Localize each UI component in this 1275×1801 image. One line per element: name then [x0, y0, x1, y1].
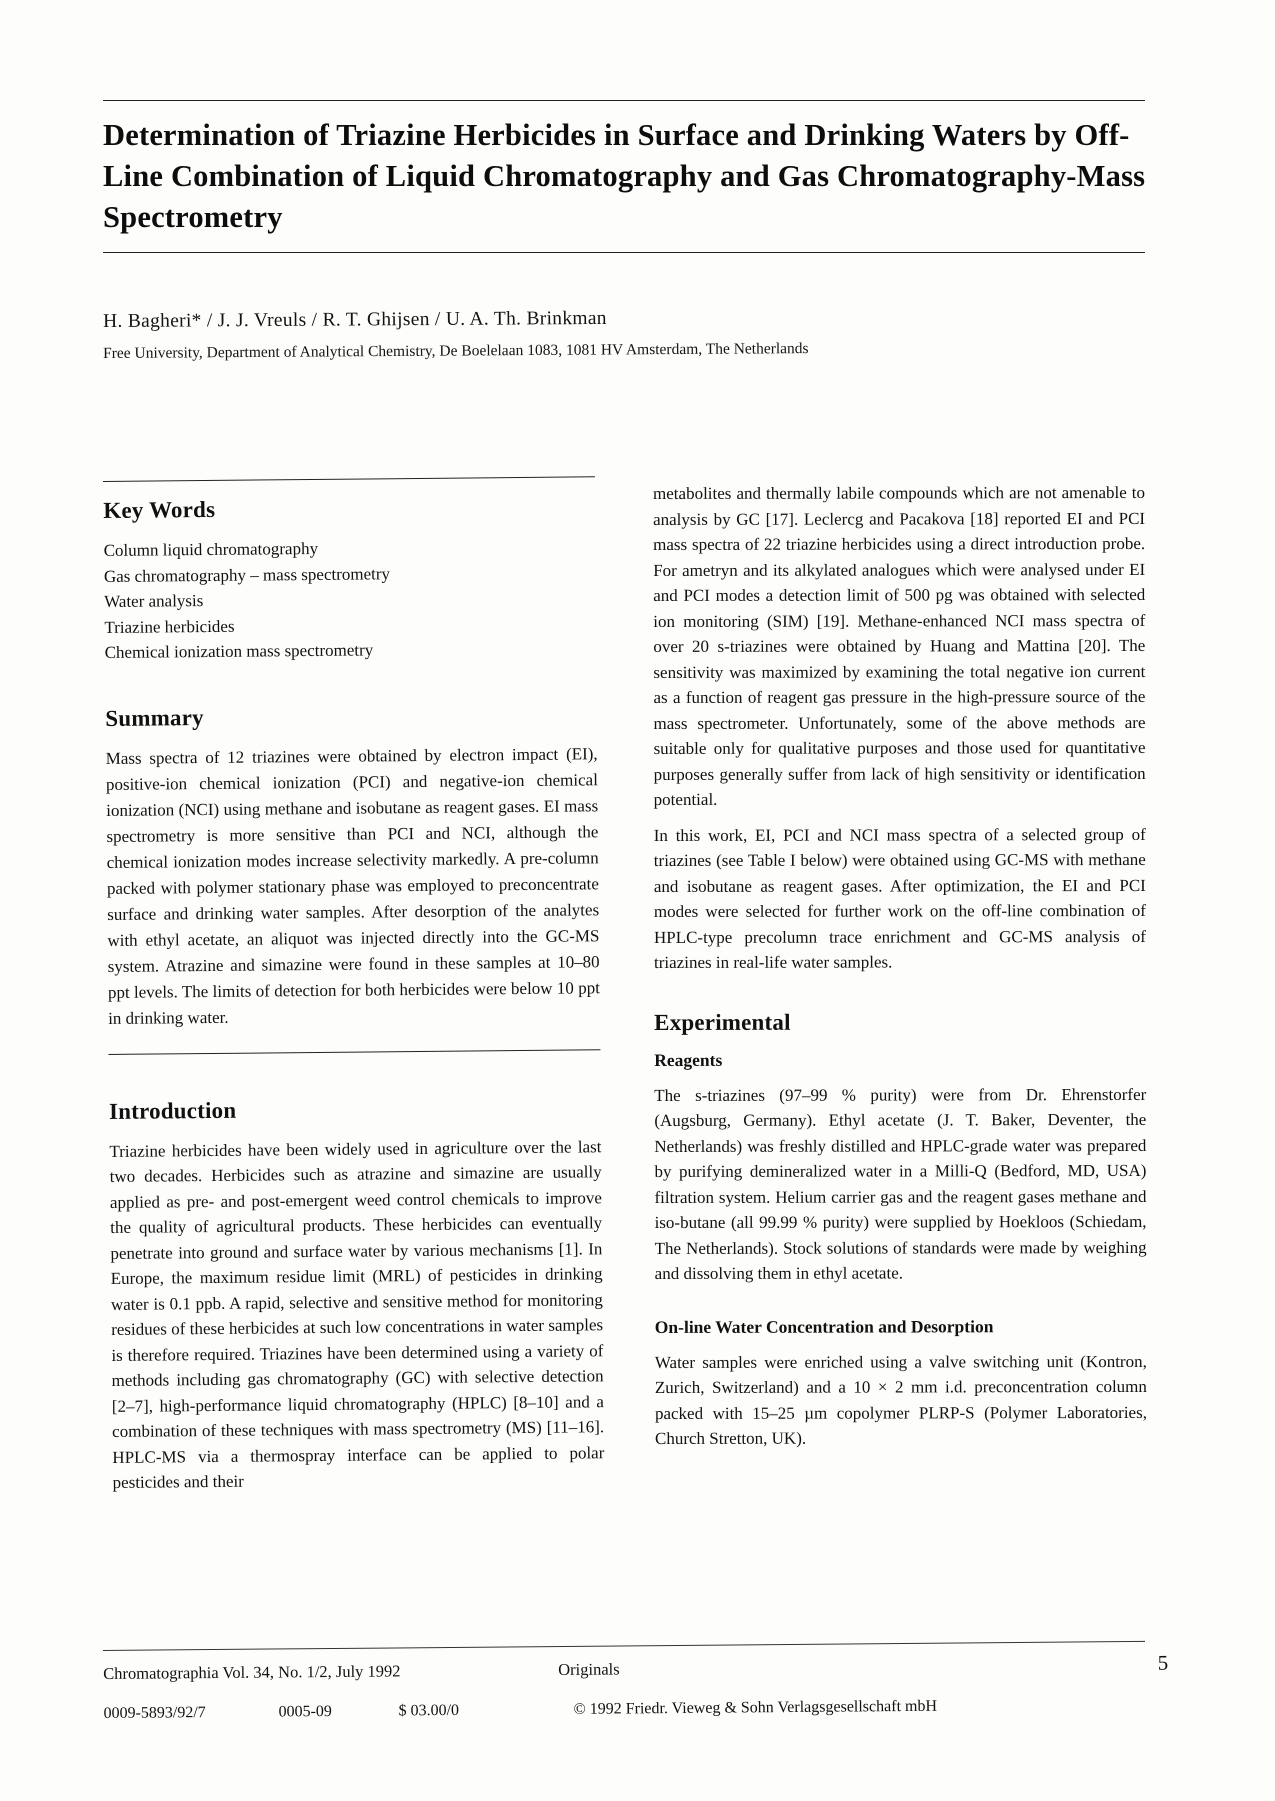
footer-divider	[103, 1641, 1145, 1651]
footer-secondary-line	[103, 1696, 1168, 1723]
header-divider-top	[103, 100, 1145, 101]
water-concentration-heading: On-line Water Concentration and Desorption	[654, 1315, 994, 1337]
keyword-item: Triazine herbicides	[104, 616, 235, 637]
experimental-heading: Experimental	[654, 1009, 791, 1035]
footer-primary-line	[103, 1651, 1168, 1685]
journal-citation: Chromatographia Vol. 34, No. 1/2, July 1992	[103, 1661, 401, 1683]
article-header	[103, 100, 1168, 1496]
copyright-notice: © 1992 Friedr. Vieweg & Sohn Verlagsgesellschaft mbH	[573, 1697, 938, 1718]
page-title: Determination of Triazine Herbicides in Surface and Drinking Waters by Off-Line Combination of Liquid Chromatography and Gas Chromatography-Mass Spectrometry	[103, 118, 1146, 234]
keyword-item: Chemical ionization mass spectrometry	[104, 640, 374, 662]
price-code: $ 03.00/0	[398, 1701, 460, 1720]
keywords-list	[104, 533, 597, 665]
page-number: 5	[1157, 1650, 1169, 1675]
body-columns	[103, 481, 1168, 1496]
article-code: 0005-09	[278, 1703, 332, 1721]
summary-text: Mass spectra of 12 triazines were obtained by electron impact (EI), positive-ion chemical ionization (PCI) and negative-ion chemical ionization (NCI) using methane and isobutane as reagent gases. EI mass spectrometry is more sensitive than PCI and NCI, although the chemical ionization modes increase selectivity markedly. A pre-column packed with polymer stationary phase was employed to preconcentrate surface and drinking water samples. After desorption of the analytes with ethyl acetate, an aliquot was injected directly into the GC-MS system. Atrazine and simazine were found in these samples at 10–80 ppt levels. The limits of detection for both herbicides were below 10 ppt in drinking water.	[105, 743, 600, 1028]
keywords-heading: Key Words	[103, 496, 216, 523]
author-list: H. Bagheri* / J. J. Vreuls / R. T. Ghijsen / U. A. Th. Brinkman	[103, 307, 607, 332]
reagents-text: The s-triazines (97–99 % purity) were from Dr. Ehrenstorfer (Augsburg, Germany). Ethyl acetate (J. T. Baker, Deventer, the Netherlands) was freshly distilled and HPLC-grade water was prepared by purifying demineralized water in a Milli-Q (Bedford, MD, USA) filtration system. Helium carrier gas and the reagent gases methane and iso-butane (all 99.99 % purity) were supplied by Hoekloos (Schiedam, The Netherlands). Stock solutions of standards were made by weighing and dissolving them in ethyl acetate.	[654, 1084, 1147, 1283]
affiliation: Free University, Department of Analytical Chemistry, De Boelelaan 1083, 1081 HV Amsterdam, The Netherlands	[103, 340, 809, 362]
section-label: Originals	[558, 1659, 620, 1680]
keyword-item: Water analysis	[104, 591, 204, 611]
summary-divider-bottom	[108, 1049, 600, 1055]
page-footer	[103, 1641, 1169, 1723]
water-concentration-text: Water samples were enriched using a valve switching unit (Kontron, Zurich, Switzerland) and a 10 × 2 mm i.d. preconcentration column packed with 15–25 µm copolymer PLRP-S (Polymer Laboratories, Church Stretton, UK).	[654, 1351, 1147, 1448]
issn-code: 0009-5893/92/7	[103, 1704, 206, 1722]
introduction-heading: Introduction	[108, 1097, 237, 1124]
summary-heading: Summary	[105, 704, 204, 731]
header-divider-bottom	[103, 252, 1145, 253]
left-column	[103, 476, 605, 1495]
right-paragraph-2: In this work, EI, PCI and NCI mass spectra of a selected group of triazines (see Table I below) were obtained using GC-MS with methane and isobutane as reagent gases. After optimization, the EI and PCI modes were selected for further work on the off-line combination of HPLC-type precolumn trace enrichment and GC-MS analysis of triazines in real-life water samples.	[653, 824, 1146, 972]
keyword-item: Gas chromatography – mass spectrometry	[103, 563, 391, 586]
reagents-heading: Reagents	[654, 1049, 723, 1070]
keywords-divider-top	[103, 476, 595, 482]
right-column	[653, 480, 1147, 1496]
introduction-paragraph: Triazine herbicides have been widely used in agriculture over the last two decades. Herbicides such as atrazine and simazine are usually applied as pre- and post-emergent weed control chemicals to improve the quality of agricultural products. These herbicides can eventually penetrate into ground and surface water by various mechanisms [1]. In Europe, the maximum residue limit (MRL) of pesticides in drinking water is 0.1 ppb. A rapid, selective and sensitive method for monitoring residues of these herbicides at such low concentrations in water samples is therefore required. Triazines have been determined using a variety of methods including gas chromatography (GC) with selective detection [2–7], high-performance liquid chromatography (HPLC) [8–10] and a combination of these techniques with mass spectrometry (MS) [11–16]. HPLC-MS via a thermospray interface can be applied to polar pesticides and their	[109, 1136, 605, 1492]
keyword-item: Column liquid chromatography	[103, 538, 319, 560]
right-paragraph-1: metabolites and thermally labile compounds which are not amenable to analysis by GC [17]. Leclercg and Pacakova [18] reported EI and PCI mass spectra of 22 triazine herbicides using a direct introduction probe. For ametryn and its alkylated analogues which were analysed under EI and PCI modes a detection limit of 500 pg was obtained with selected ion monitoring (SIM) [19]. Methane-enhanced NCI mass spectra of over 20 s-triazines were obtained by Huang and Mattina [20]. The sensitivity was maximized by examining the total negative ion current as a function of reagent gas pressure in the high-pressure source of the mass spectrometer. Unfortunately, some of the above methods are suitable only for qualitative purposes and those used for quantitative purposes generally suffer from lack of high sensitivity or identification potential.	[653, 482, 1146, 809]
